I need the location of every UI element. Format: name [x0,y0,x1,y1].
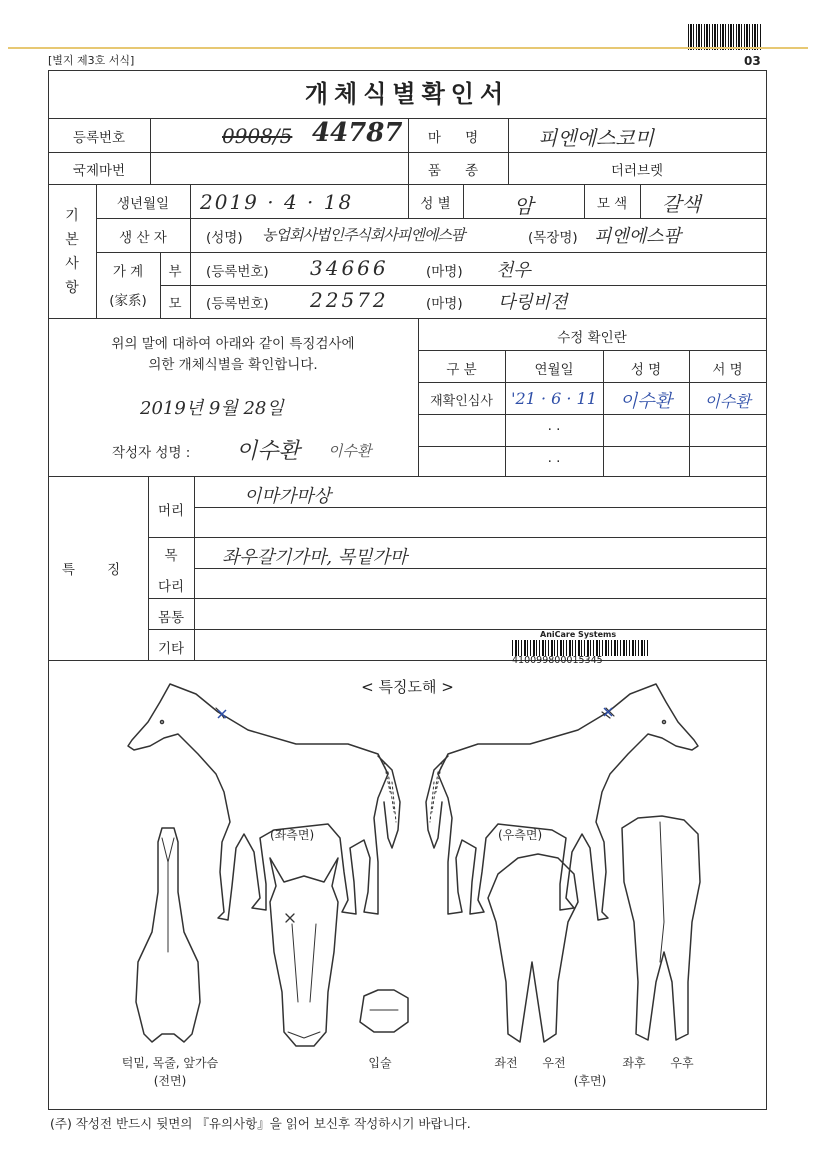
rev-header-date: 연월일 [534,362,574,378]
lineage-label: 가 계 [112,264,144,280]
legs-label: 다리 [157,579,185,595]
dam-reg-label: (등록번호) [206,296,269,312]
breed-value: 더러브렛 [610,163,664,179]
rev-row1-date: '21 · 6 · 11 [511,389,597,408]
rev-row3-date: · · [547,454,561,470]
horse-right-side [426,684,698,920]
breed-label: 품 종 [427,163,489,179]
writer-sign: 이수환 [328,442,372,460]
sire-name: 천우 [496,260,531,281]
reg-no-struck: 0908/5 [222,124,293,148]
left-side-label: (좌측면) [270,828,315,842]
confirm-line2: 의한 개체식별을 확인합니다. [148,357,318,373]
writer-name: 이수환 [236,439,300,464]
horse-name-label: 마 명 [427,130,489,146]
rev-row2-date: · · [547,422,561,438]
lips-caption: 입술 [368,1056,392,1070]
sex-value: 암 [513,194,534,218]
lineage-hanja: (家系) [109,293,147,309]
confirm-date: 2019년 9월 28일 [140,398,284,419]
sire-reg-label: (등록번호) [206,264,269,280]
color-label: 모 색 [596,196,628,212]
page-title: 개체식별확인서 [304,80,510,108]
reg-no-value: 44787 [312,118,403,148]
neck-label: 목 [164,548,178,564]
producer-label: 생 산 자 [119,230,167,246]
other-label: 기타 [157,641,185,657]
dam-name: 다링비젼 [498,292,568,313]
barcode-company: AniCare Systems [540,630,617,639]
diagram-title: < 특징도해 > [361,678,454,696]
right-side-label: (우측면) [498,828,543,842]
footer-note: (주) 작성전 반드시 뒷면의 『유의사항』을 읽어 보신후 작성하시기 바랍니다. [50,1116,471,1131]
horse-name-value: 피엔에스코미 [538,126,654,150]
microchip-barcode [512,640,648,656]
ranch-name: 피엔에스팜 [594,226,681,247]
horse-front-chest [136,828,200,1042]
reg-no-label: 등록번호 [72,130,126,146]
producer-name: 농업회사법인주식회사피엔에스팜 [262,226,465,244]
rev-row1-sign: 이수환 [704,392,751,411]
horse-left-side [128,684,400,920]
hind-right-caption: 우후 [670,1056,694,1070]
chest-caption: 턱밑, 목줄, 앞가슴 [121,1056,219,1070]
form-label: [별지 제3호 서식] [48,54,135,67]
rear-caption: (후면) [573,1074,607,1088]
page-number: 03 [744,54,761,68]
rev-header-sign: 서 명 [712,362,743,378]
rev-row1-type: 재확인심사 [430,394,493,409]
dam-label: 모 [168,296,182,312]
horse-front-legs [488,854,578,1042]
front-right-caption: 우전 [542,1056,566,1070]
dam-name-label: (마명) [426,296,463,312]
confirm-line1: 위의 말에 대하여 아래와 같이 특징검사에 [111,336,355,352]
head-value: 이마가마상 [244,486,331,507]
sire-label: 부 [168,264,182,280]
barcode-number: 410099800015345 [512,655,603,666]
birth-value: 2019 · 4 · 18 [200,190,354,214]
horse-diagram [48,662,767,1108]
basic-section-label: 기 본 사 항 [65,208,79,296]
top-border-line [8,47,808,49]
horse-lips [360,990,408,1032]
dam-reg: 22572 [310,288,389,312]
horse-rear [622,816,700,1040]
revision-title: 수정 확인란 [557,330,627,346]
writer-label: 작성자 성명 : [112,445,191,461]
color-value: 갈색 [662,192,701,216]
sire-reg: 34666 [310,256,389,280]
producer-name-label: (성명) [206,230,243,246]
hind-left-caption: 좌후 [622,1056,646,1070]
neck-value: 좌우갈기가마, 목밑가마 [222,547,408,568]
ranch-label: (목장명) [528,230,578,246]
front-caption: (전면) [153,1074,187,1088]
features-label: 특 징 [61,562,135,578]
horse-head-front [270,858,338,1046]
front-left-caption: 좌전 [494,1056,518,1070]
sex-label: 성 별 [420,196,451,212]
sire-name-label: (마명) [426,264,463,280]
body-label: 몸통 [157,610,185,626]
rev-header-name: 성 명 [630,362,662,378]
birth-label: 생년월일 [116,196,170,212]
rev-header-type: 구 분 [446,362,477,378]
head-label: 머리 [157,503,185,519]
intl-no-label: 국제마번 [72,163,126,179]
rev-row1-name: 이수환 [619,391,673,412]
